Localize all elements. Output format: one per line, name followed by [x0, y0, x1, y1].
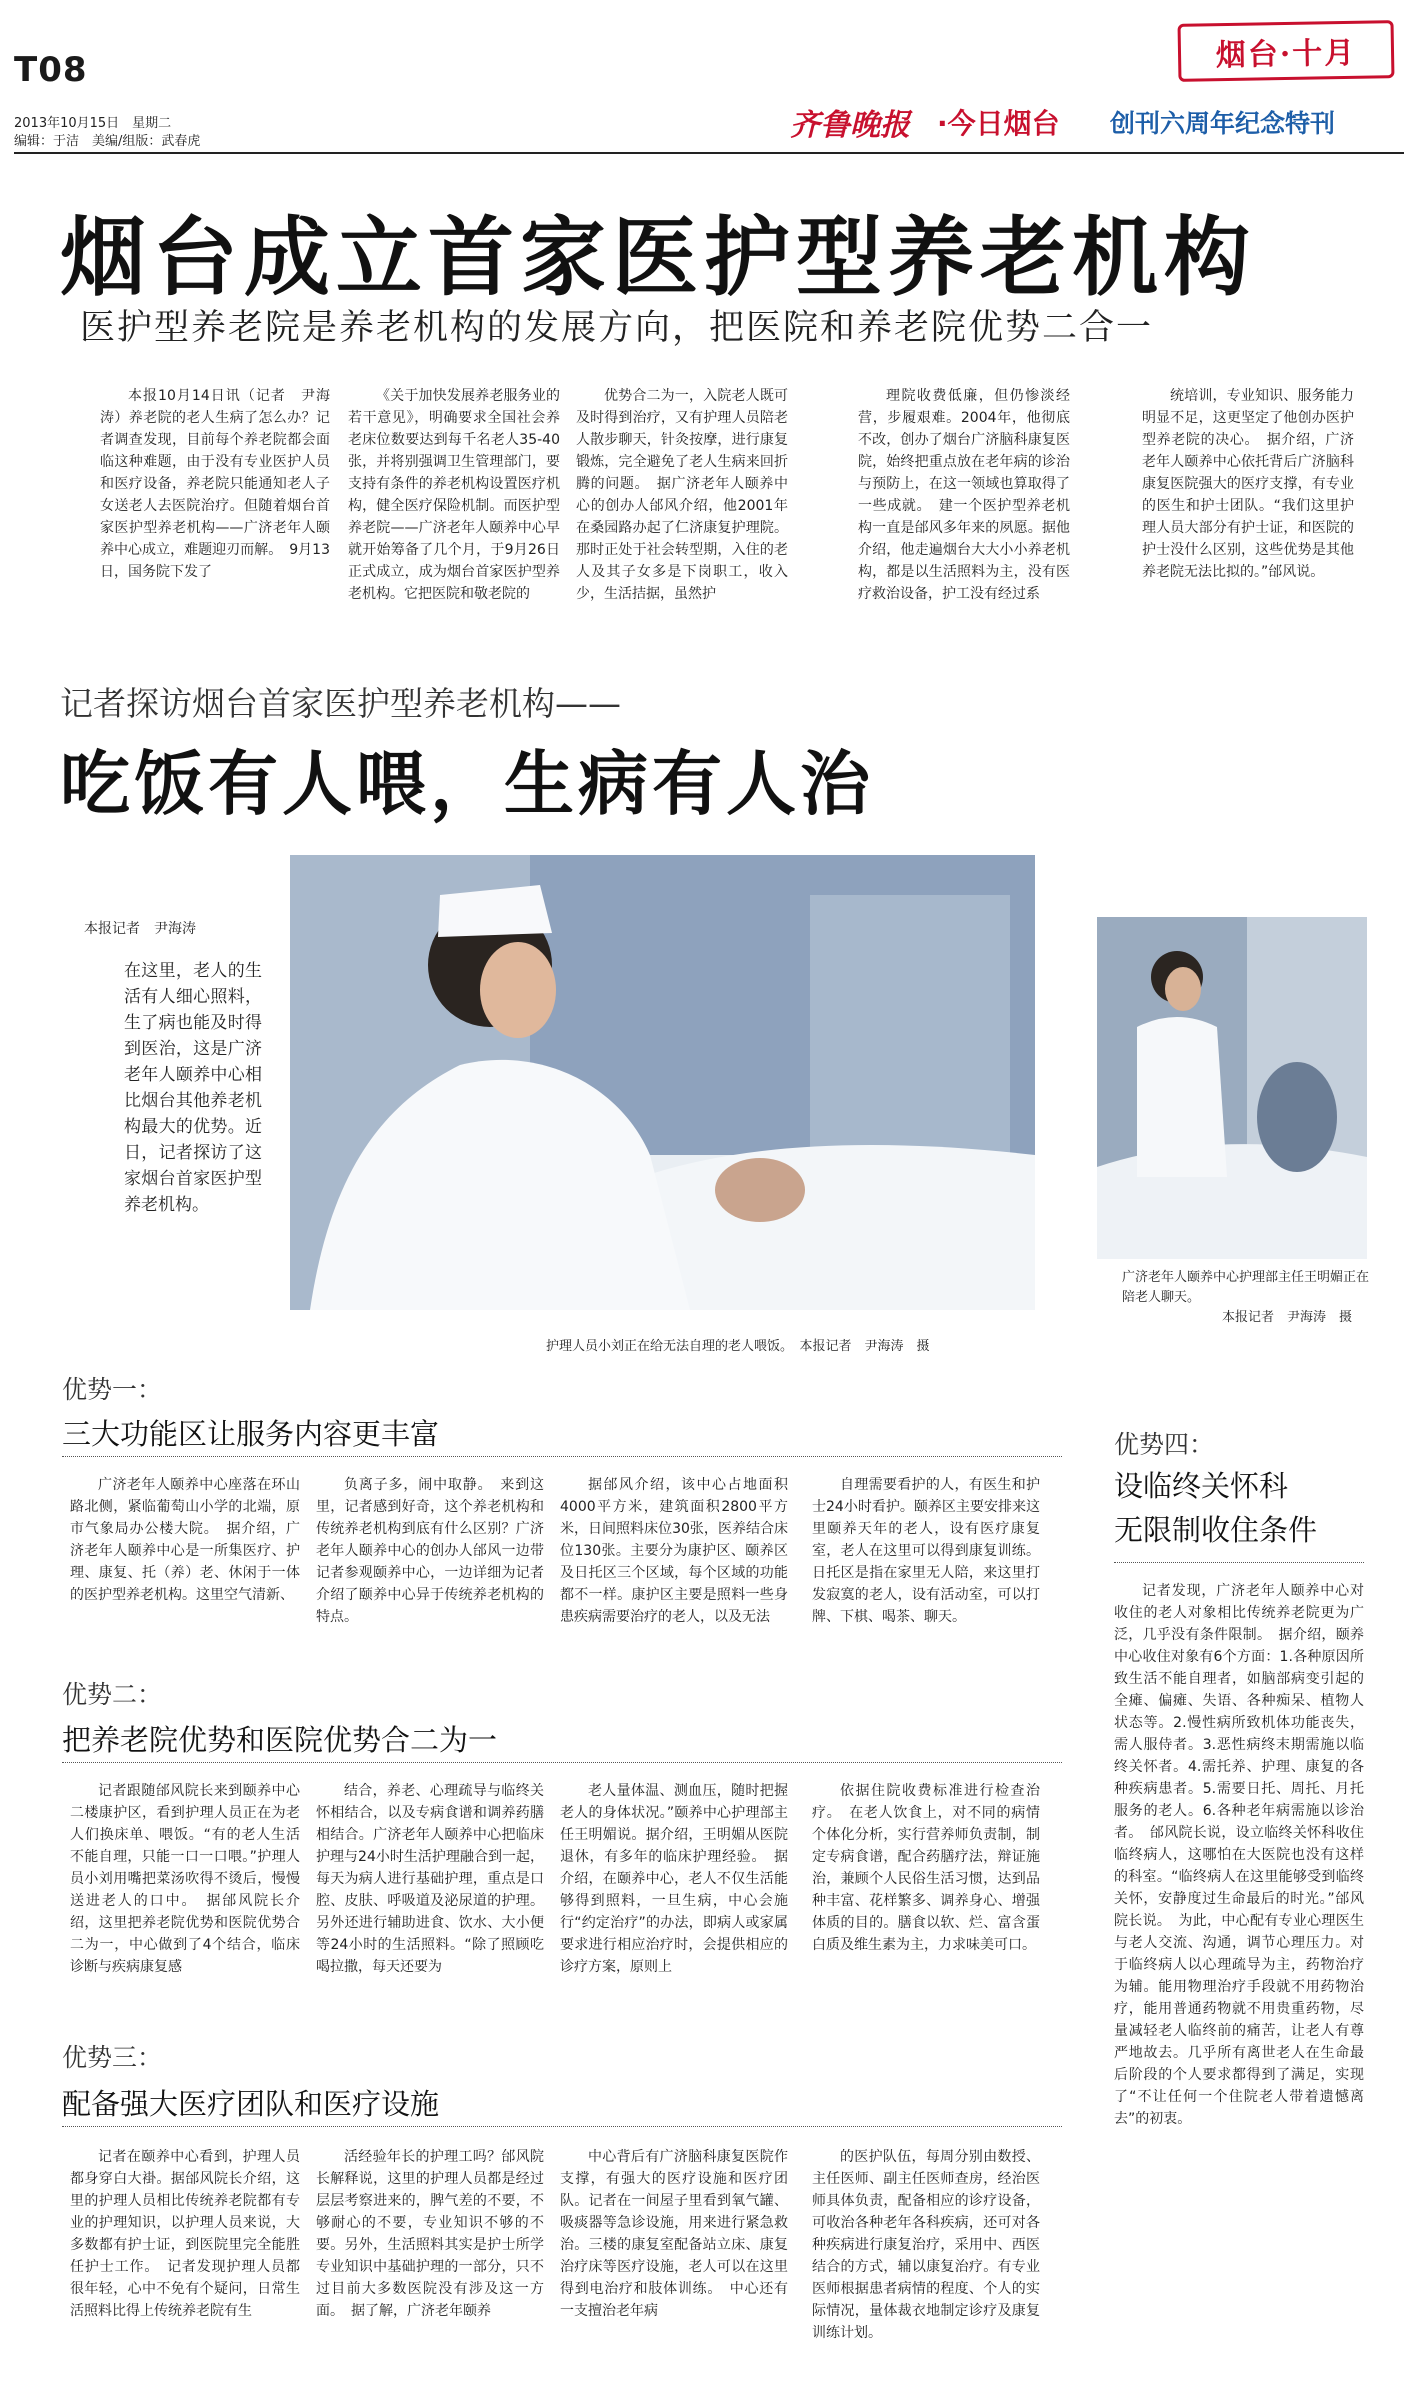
- section1-column-4-text: 自理需要看护的人，有医生和护士24小时看护。颐养区主要安排来这里颐养天年的老人，设有医疗康复室，老人在这里可以得到康复训练。日托区是指在家里无人陪，来这里打发寂寞的老人，设有活动室，可以打牌、下棋、喝茶、聊天。: [812, 1477, 1040, 1625]
- section3-column-2-text: 活经验年长的护理工吗？邰风院长解释说，这里的护理人员都是经过层层考察进来的，脾气差的不要，不够耐心的不要，专业知识不够的不要。另外，生活照料其实是护士所学专业知识中基础护理的一部分，只不过目前大多数医院没有涉及这一方面。 据了解，广济老年颐养: [316, 2149, 544, 2319]
- section2-column-4: [812, 1780, 1040, 1956]
- special-issue-label: 创刊六周年纪念特刊: [1110, 109, 1336, 138]
- section3-title: 配备强大医疗团队和医疗设施: [62, 2087, 440, 2121]
- article1-headline: 烟台成立首家医护型养老机构: [60, 208, 1256, 308]
- section2-column-1-text: 记者跟随邰风院长来到颐养中心二楼康护区，看到护理人员正在为老人们换床单、喂饭。“有的老人生活不能自理，只能一口一口喂。”护理人员小刘用嘴把菜汤吹得不烫后，慢慢送进老人的口中。 据邰风院长介绍，这里把养老院优势和医院优势合二为一，中心做到了4个结合，临床诊断与疾病康复感: [70, 1783, 300, 1975]
- editor-line: 编辑：于洁 美编/组版：武春虎: [14, 134, 201, 149]
- side-photo-caption-line1: 广济老年人颐养中心护理部主任王明媚正在陪老人聊天。: [1122, 1270, 1370, 1305]
- section3-column-3-text: 中心背后有广济脑科康复医院作支撑，有强大的医疗设施和医疗团队。记者在一间屋子里看到氧气罐、吸痰器等急诊设施，用来进行紧急救治。三楼的康复室配备站立床、康复治疗床等医疗设施，老人可以在这里得到电治疗和肢体训练。 中心还有一支擅治老年病: [560, 2149, 788, 2319]
- article1-column-2: [348, 385, 560, 605]
- side-photo-illustration: [1097, 917, 1367, 1259]
- article1-column-4: [858, 385, 1070, 605]
- article1-column-3: [576, 385, 788, 605]
- masthead-rule: [14, 152, 1404, 154]
- section1-column-2: [316, 1474, 544, 1628]
- section4-title: [1114, 1464, 1317, 1552]
- section4-column-text: 记者发现，广济老年人颐养中心对收住的老人对象相比传统养老院更为广泛，几乎没有条件限制。 据介绍，颐养中心收住对象有6个方面：1.各种原因所致生活不能自理者，如脑部病变引起的全瘫、偏瘫、失语、各种痴呆、植物人状态等。2.慢性病所致机体功能丧失，需人服侍者。3.恶性病终末期需施以临终关怀者。4.需托养、护理、康复的各种疾病患者。5.需要日托、周托、月托服务的老人。6.各种老年病需施以诊治者。 邰风院长说，设立临终关怀科收住临终病人，这哪怕在大医院也没有这样的科室。“临终病人在这里能够受到临终关怀，安静度过生命最后的时光。”邰风院长说。 为此，中心配有专业心理医生与老人交流、沟通，调节心理压力。对于临终病人以心理疏导为主，药物治疗为辅。能用物理治疗手段就不用药物治疗，能用普通药物就不用贵重药物，尽量减轻老人临终前的痛苦，让老人有尊严地故去。几乎所有离世老人在生命最后阶段的个人要求都得到了满足，实现了“不让任何一个住院老人带着遗憾离去”的初衷。: [1114, 1583, 1364, 2127]
- side-photo: [1097, 917, 1367, 1259]
- section2-column-1: [70, 1780, 300, 1978]
- section3-column-3: [560, 2146, 788, 2322]
- section1-column-2-text: 负离子多，闹中取静。 来到这里，记者感到好奇，这个养老机构和传统养老机构到底有什么区别？广济老年人颐养中心的创办人邰风一边带记者参观颐养中心，一边详细为记者介绍了颐养中心异于传统养老机构的特点。: [316, 1477, 544, 1625]
- section3-column-4: [812, 2146, 1040, 2344]
- section2-divider: [62, 1762, 1062, 1763]
- section4-title-line2: 无限制收住条件: [1114, 1513, 1318, 1547]
- section1-column-1-text: 广济老年人颐养中心座落在环山路北侧，紧临葡萄山小学的北端，原市气象局办公楼大院。 据介绍，广济老年人颐养中心是一所集医疗、护理、康复、托（养）老、休闲于一体的医护型养老机构。这里空气清新、: [70, 1477, 300, 1603]
- main-photo: [290, 855, 1035, 1310]
- brand-name: 齐鲁晚报: [790, 108, 910, 143]
- section4-title-line1: 设临终关怀科: [1114, 1469, 1289, 1503]
- section3-column-1-text: 记者在颐养中心看到，护理人员都身穿白大褂。据邰风院长介绍，这里的护理人员相比传统养老院都有专业的护理知识，以护理人员来说，大多数都有护士证，到医院里完全能胜任护士工作。 记者发现护理人员都很年轻，心中不免有个疑问，日常生活照料比得上传统养老院有生: [70, 2149, 300, 2319]
- article1-column-1-text: 本报10月14日讯（记者 尹海涛）养老院的老人生病了怎么办？记者调查发现，目前每个养老院都会面临这种难题，由于没有专业医护人员和医疗设备，养老院只能通知老人子女送老人去医院治疗。但随着烟台首家医护型养老机构——广济老年人颐养中心成立，难题迎刃而解。 9月13日，国务院下发了: [100, 388, 330, 580]
- main-photo-illustration: [290, 855, 1035, 1310]
- section2-title: 把养老院优势和医院优势合二为一: [62, 1723, 498, 1757]
- section2-column-2: [316, 1780, 544, 1978]
- section1-column-3-text: 据邰风介绍，该中心占地面积4000平方米，建筑面积2800平方米，日间照料床位30张，医养结合床位130张。主要分为康护区、颐养区及日托区三个区域，每个区域的功能都不一样。康护区主要是照料一些身患疾病需要治疗的老人，以及无法: [560, 1477, 788, 1625]
- article1-column-3-text: 优势合二为一，入院老人既可及时得到治疗，又有护理人员陪老人散步聊天，针灸按摩，进行康复锻炼，完全避免了老人生病来回折腾的问题。 据广济老年人颐养中心的创办人邰风介绍，他2001年在桑园路办起了仁济康复护理院。那时正处于社会转型期，入住的老人及其子女多是下岗职工，收入少，生活拮据，虽然护: [576, 388, 788, 602]
- section2-column-2-text: 结合，养老、心理疏导与临终关怀相结合，以及专病食谱和调养药膳相结合。广济老年人颐养中心把临床护理与24小时生活护理融合到一起，每天为病人进行基础护理，重点是口腔、皮肤、呼吸道及泌尿道的护理。另外还进行辅助进食、饮水、大小便等24小时的生活照料。“除了照顾吃喝拉撒，每天还要为: [316, 1783, 544, 1975]
- article2-byline: 本报记者 尹海涛: [84, 921, 196, 937]
- section2-label: 优势二：: [62, 1680, 163, 1709]
- article1-column-5: [1142, 385, 1354, 583]
- article1-column-5-text: 统培训，专业知识、服务能力明显不足，这更坚定了他创办医护型养老院的决心。 据介绍，广济老年人颐养中心依托背后广济脑科康复医院强大的医疗支撑，有专业的医生和护士团队。“我们这里护理人员大部分有护士证，和医院的护士没什么区别，这些优势是其他养老院无法比拟的。”邰风说。: [1142, 388, 1354, 580]
- article2-lead: 在这里，老人的生活有人细心照料，生了病也能及时得到医治，这是广济老年人颐养中心相比烟台其他养老机构最大的优势。近日，记者探访了这家烟台首家医护型养老机构。: [124, 961, 262, 1215]
- side-photo-caption-line2: 本报记者 尹海涛 摄: [1221, 1310, 1352, 1325]
- article1-column-2-text: 《关于加快发展养老服务业的若干意见》，明确要求全国社会养老床位数要达到每千名老人35-40张，并将别强调卫生管理部门，要支持有条件的养老机构设置医疗机构，健全医疗保险机制。而医护型养老院——广济老年人颐养中心早就开始筹备了几个月，于9月26日正式成立，成为烟台首家医护型养老机构。它把医院和敬老院的: [348, 388, 560, 602]
- article2-headline: 吃饭有人喂，生病有人治: [60, 743, 874, 825]
- article1-column-1: [100, 385, 330, 583]
- section1-divider: [62, 1456, 1062, 1457]
- section3-column-4-text: 的医护队伍，每周分别由数授、主任医师、副主任医师查房，经治医师具体负责，配备相应的诊疗设备，可收治各种老年各科疾病，还可对各种疾病进行康复治疗，采用中、西医结合的方式，辅以康复治疗。有专业医师根据患者病情的程度、个人的实际情况，量体裁衣地制定诊疗及康复训练计划。: [812, 2149, 1040, 2341]
- article1-subheadline: 医护型养老院是养老机构的发展方向，把医院和养老院优势二合一: [80, 308, 1154, 348]
- section4-divider: [1114, 1562, 1364, 1563]
- column-seal: 烟台·十月: [1178, 20, 1395, 82]
- section1-label: 优势一：: [62, 1375, 163, 1404]
- section2-column-4-text: 依据住院收费标准进行检查治疗。 在老人饮食上，对不同的病情个体化分析，实行营养师负责制，制定专病食谱，配合药膳疗法，辩证施治，兼顾个人民俗生活习惯，达到品种丰富、花样繁多、调养身心、增强体质的目的。膳食以软、烂、富含蛋白质及维生素为主，力求味美可口。: [812, 1783, 1040, 1953]
- section3-column-1: [70, 2146, 300, 2322]
- article2-kicker: 记者探访烟台首家医护型养老机构——: [60, 684, 621, 723]
- section2-column-3-text: 老人量体温、测血压，随时把握老人的身体状况。”颐养中心护理部主任王明媚说。据介绍，王明媚从医院退休，有多年的临床护理经验。 据介绍，在颐养中心，老人不仅生活能够得到照料，一旦生病，中心会施行“约定治疗”的办法，即病人或家属要求进行相应治疗时，会提供相应的诊疗方案，原则上: [560, 1783, 788, 1975]
- article1-column-4-text: 理院收费低廉，但仍惨淡经营，步履艰难。2004年，他彻底不改，创办了烟台广济脑科康复医院，始终把重点放在老年病的诊治与预防上，在这一领域也算取得了一些成就。 建一个医护型养老机构一直是邰风多年来的夙愿。据他介绍，他走遍烟台大大小小养老机构，都是以生活照料为主，没有医疗救治设备，护工没有经过系: [858, 388, 1070, 602]
- date-line: 2013年10月15日 星期二: [14, 116, 172, 131]
- section1-column-4: [812, 1474, 1040, 1628]
- section1-column-3: [560, 1474, 788, 1628]
- section3-label: 优势三：: [62, 2043, 163, 2072]
- section3-column-2: [316, 2146, 544, 2322]
- section4-column: [1114, 1580, 1364, 2370]
- side-photo-caption: [1122, 1268, 1372, 1328]
- section1-title: 三大功能区让服务内容更丰富: [62, 1417, 440, 1451]
- section4-label: 优势四：: [1114, 1430, 1215, 1459]
- section2-column-3: [560, 1780, 788, 1978]
- brand-edition: ·今日烟台: [937, 107, 1060, 140]
- section1-column-1: [70, 1474, 300, 1606]
- section3-divider: [62, 2126, 1062, 2127]
- page-number: T08: [14, 50, 88, 90]
- main-photo-caption: 护理人员小刘正在给无法自理的老人喂饭。 本报记者 尹海涛 摄: [546, 1339, 930, 1354]
